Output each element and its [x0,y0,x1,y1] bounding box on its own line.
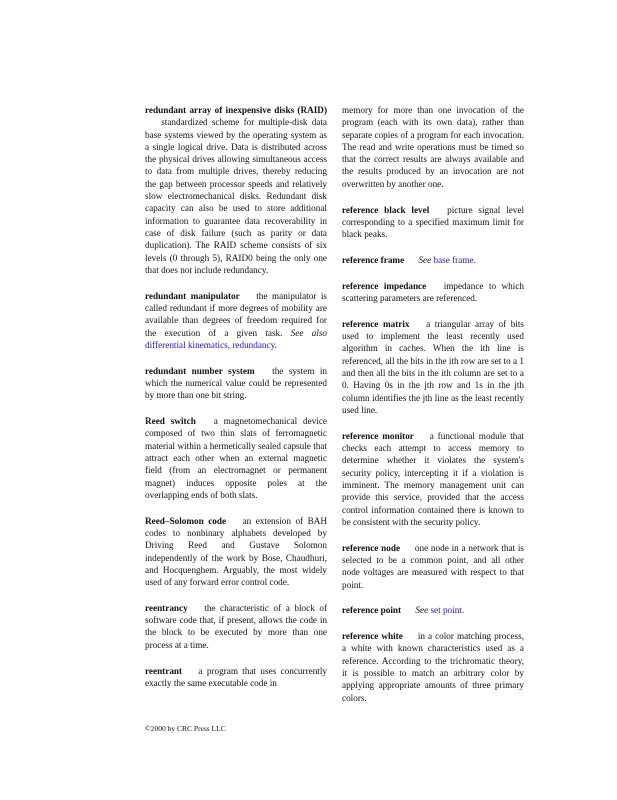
entry-term: reference monitor [342,430,414,441]
entry-definition: standardized scheme for multiple-disk data base systems viewed by the operating system as a single logical drive. Data is distributed across the physical drives allowing simultaneous access to data from multiple drives, thereby reducing the gap between processor speeds and relatively slow electromechanical disks. Redundant disk capacity can also be used to store additional information to guarantee data recoverability in case of disk failure (such as parity or data duplication). The RAID scheme consists of six levels (0 through 5), RAID0 being the only one that does not include redundancy. [145,117,327,275]
entry-redundant-manipulator [145,290,327,351]
entry-term: reentrancy [145,602,188,613]
cross-reference-link[interactable]: base frame. [433,254,476,265]
entry-term: reference node [342,542,401,553]
cross-reference-link[interactable]: differential kinematics, redundancy. [145,339,277,350]
entry-reference-point [342,604,524,616]
entry-definition: the manipulator is called redundant if more degrees of mobility are available than degrees of freedom required for the execution of a given task. [145,290,328,338]
entry-definition: a magnetomechanical device composed of two thin slats of ferromagnetic material within a hermetically sealed capsule that attract each other when an external magnetic field (from an electromagnet or permanent magnet) induces opposite poles at the overlapping ends of both slats. [145,416,327,500]
entry-definition: an extension of BAH codes to nonbinary alphabets developed by Driving Reed and Gustave Solomon independently of the work by Bose, Chaudhuri, and Hocquenghem. Arguably, the most widely used of any forward error control code. [145,515,327,588]
entry-reed-switch [145,415,327,501]
see-label: See [415,605,429,616]
entry-reference-frame [342,254,524,266]
entry-term: Reed switch [145,416,196,427]
entry-term: reference matrix [342,318,410,329]
entry-definition: in a color matching process, a white with known characteristics used as a reference. According to the trichromatic theory, it is possible to match an arbitrary color by applying appropriate amounts of three primary colors. [342,631,525,703]
entry-definition: a functional module that checks each attempt to access memory to determine whether it violates the system's security policy, intercepting it if a violation is imminent. The memory management unit can provide this service, provided that the access control information contained there is known to be consistent with the security policy. [342,430,524,527]
see-also-label: See also [290,327,327,338]
copyright-footer: ©2000 by CRC Press LLC [145,724,226,733]
entry-term: Reed–Solomon code [145,515,227,526]
entry-definition: the characteristic of a block of software code that, if present, allows the code in the block to be executed by more than one process at a time. [145,602,327,650]
entry-term: redundant array of inexpensive disks (RAID) [145,105,327,115]
left-column [145,104,327,703]
cross-reference-link[interactable]: set point. [430,605,465,616]
entry-redundant-number-system [145,365,327,402]
entry-reference-black-level [342,204,524,241]
entry-reentrant [145,665,327,690]
entry-definition: impedance to which scattering parameters are referenced. [342,280,525,304]
entry-raid [145,104,327,276]
entry-definition: a program that uses concurrently exactly the same executable code in [145,665,327,688]
entry-definition: a triangular array of bits used to implement the least recently used algorithm in caches. When the ith line is referenced, all the bits in the ith row are set to a 1 and then all the bits in the ith column are set to a 0. Having 0s in the jth row and 1s in the jth column identifies the jth line as the least recently used line. [342,318,525,415]
see-label: See [418,254,432,265]
entry-term: reference frame [342,254,405,265]
entry-reference-monitor [342,430,524,528]
entry-definition: the system in which the numerical value could be represented by more than one bit string. [145,365,327,401]
entry-reentrant-continued [342,104,524,190]
entry-term: reference black level [342,204,430,215]
entry-term: redundant number system [145,365,255,376]
entry-reentrancy [145,602,327,651]
entry-term: reference point [342,605,402,616]
entry-term: reentrant [145,665,183,676]
entry-definition: picture signal level corresponding to a specified maximum limit for black peaks. [342,204,525,240]
entry-term: reference white [342,631,403,642]
right-column [342,104,524,717]
entry-reference-node [342,542,524,591]
entry-reference-white [342,630,524,704]
entry-reed-solomon-code [145,515,327,589]
entry-definition: one node in a network that is selected to be a common point, and all other node voltages are measured with respect to that point. [342,542,524,590]
entry-term: reference impedance [342,280,427,291]
entry-term: redundant manipulator [145,290,240,301]
entry-reference-matrix [342,318,524,416]
entry-reference-impedance [342,280,524,305]
entry-definition: memory for more than one invocation of the program (each with its own data), rather than separate copies of a program for each invocation. The read and write operations must be timed so that the correct results are always available and the results produced by an invocation are not overwritten by another one. [342,105,524,189]
